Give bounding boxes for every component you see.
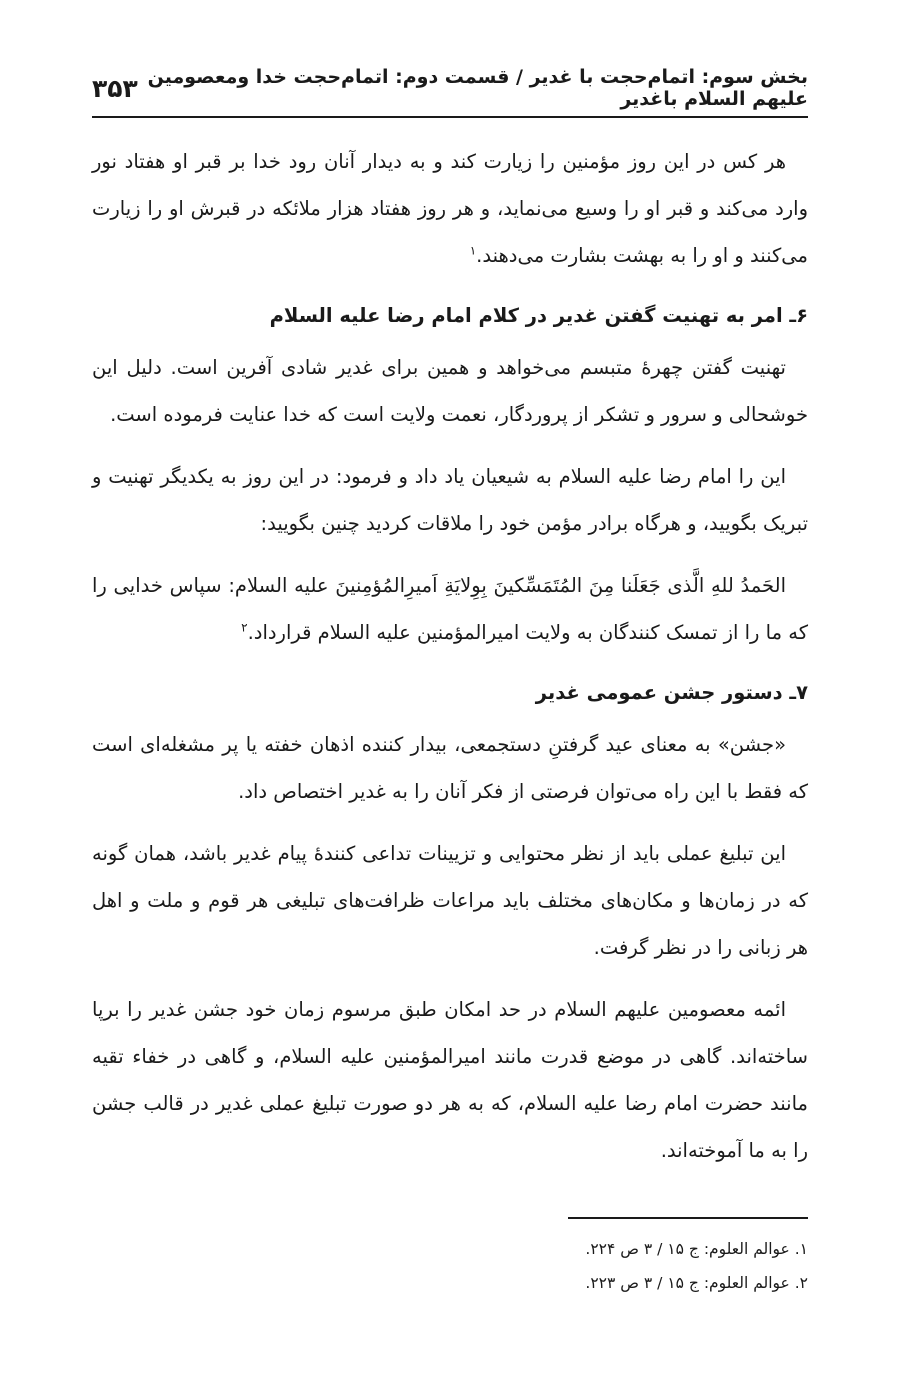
footnotes xyxy=(585,1232,808,1300)
running-header xyxy=(92,68,808,108)
header-title: بخش سوم: اتمام‌حجت با غدیر / قسمت دوم: اتمام‌حجت خدا ومعصومین علیهم السلام باغدیر xyxy=(147,66,808,110)
header-divider xyxy=(92,116,808,118)
paragraph: این را امام رضا علیه السلام به شیعیان یاد داد و فرمود: در این روز به یکدیگر تهنیت و تبریک بگویید، و هرگاه برادر مؤمن خود را ملاقات کردید چنین بگویید: xyxy=(92,465,808,535)
footnote-ref: ۱ xyxy=(469,243,477,258)
paragraph: «جشن» به معنای عید گرفتنِ دستجمعی، بیدار کننده اذهان خفته یا پر مشغله‌ای است که فقط با این راه می‌توان فرصتی از فکر آنان را به غدیر اختصاص داد. xyxy=(92,733,808,803)
paragraph-text: الحَمدُ للهِ الَّذی جَعَلَنا مِنَ المُتَمَسِّکینَ بِوِلایَةِ اَمیرِالمُؤمِنینَ علیه السلام: سپاس خدایی را که ما را از تمسک کنندگان به ولایت امیرالمؤمنین علیه السلام قرارداد. xyxy=(92,574,808,644)
paragraph: این تبلیغ عملی باید از نظر محتوایی و تزیینات تداعی کنندهٔ پیام غدیر باشد، همان گونه که در زمان‌ها و مکان‌های مختلف باید مراعات ظرافت‌های تبلیغی هر قوم و ملت و اهل هر زبانی را در نظر گرفت. xyxy=(92,842,808,959)
page-number: ۳۵۳ xyxy=(92,73,138,103)
footnote: ۲. عوالم العلوم: ج ۱۵ / ۳ ص ۲۲۳. xyxy=(585,1274,808,1292)
paragraph: ائمه معصومین علیهم السلام در حد امکان طبق مرسوم زمان خود جشن غدیر را برپا ساخته‌اند. گاهی در موضع قدرت مانند امیرالمؤمنین علیه السلام، و گاهی در خفاء تقیه مانند حضرت امام رضا علیه السلام، که به هر دو صورت تبلیغ عملی غدیر در قالب جشن را به ما آموخته‌اند. xyxy=(92,998,808,1162)
paragraph xyxy=(92,562,808,656)
paragraph: تهنیت گفتن چهرهٔ متبسم می‌خواهد و همین برای غدیر شادی آفرین است. دلیل این خوشحالی و سرور و تشکر از پروردگار، نعمت ولایت است که خدا عنایت فرموده است. xyxy=(92,356,808,426)
paragraph-text: هر کس در این روز مؤمنین را زیارت کند و به دیدار آنان رود خدا بر قبر او هفتاد نور وارد می‌کند و قبر او را وسیع می‌نماید، و هر روز هفتاد هزار ملائکه در قبرش او را زیارت می‌کنند و او را به بهشت بشارت می‌دهند. xyxy=(92,150,808,267)
footnote-ref: ۲ xyxy=(241,620,248,635)
footnote-divider xyxy=(568,1217,808,1219)
paragraph xyxy=(92,138,808,279)
section-heading: ۶ـ امر به تهنیت گفتن غدیر در کلام امام رضا علیه السلام xyxy=(269,304,808,327)
footnote: ۱. عوالم العلوم: ج ۱۵ / ۳ ص ۲۲۴. xyxy=(585,1240,808,1258)
main-text xyxy=(92,138,808,1189)
section-heading: ۷ـ دستور جشن عمومی غدیر xyxy=(535,681,808,704)
